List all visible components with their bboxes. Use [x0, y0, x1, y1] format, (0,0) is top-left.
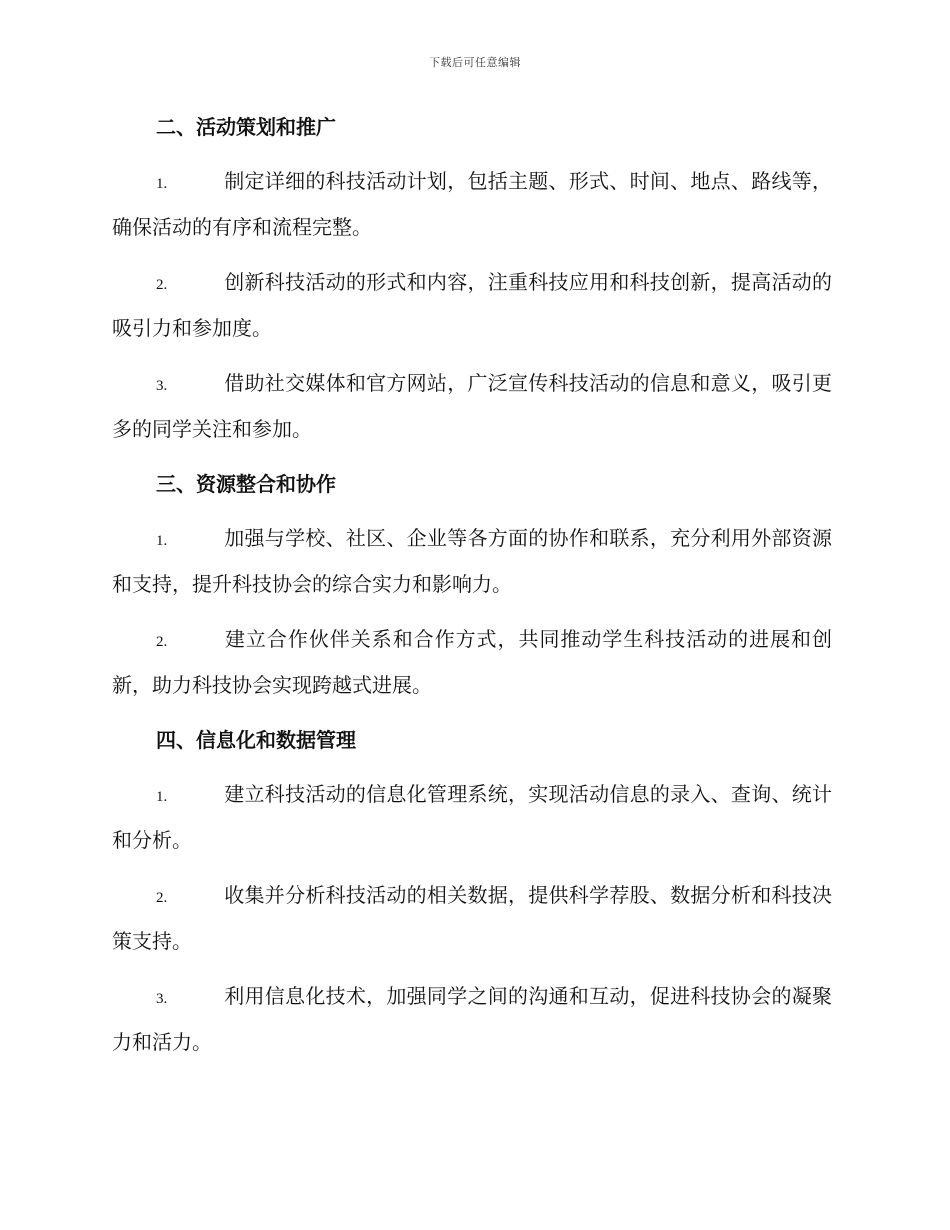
item-number: 1. [156, 789, 168, 805]
section-resource-integration [112, 463, 832, 707]
item-number: 2. [156, 277, 168, 293]
item-text: 加强与学校、社区、企业等各方面的协作和联系，充分利用外部资源和支持，提升科技协会的综合实力和影响力。 [112, 526, 832, 596]
document-body [112, 106, 832, 1076]
item-number: 2. [156, 890, 168, 906]
item-text: 制定详细的科技活动计划，包括主题、形式、时间、地点、路线等，确保活动的有序和流程完整。 [112, 169, 832, 239]
item-text: 收集并分析科技活动的相关数据，提供科学荐股、数据分析和科技决策支持。 [112, 883, 832, 953]
list-item [112, 261, 832, 350]
item-text: 建立合作伙伴关系和合作方式，共同推动学生科技活动的进展和创新，助力科技协会实现跨越式进展。 [112, 627, 832, 697]
list-item [112, 160, 832, 249]
item-text: 建立科技活动的信息化管理系统，实现活动信息的录入、查询、统计和分析。 [112, 782, 832, 852]
list-item [112, 874, 832, 963]
list-item [112, 773, 832, 862]
item-number: 1. [156, 533, 168, 549]
item-number: 3. [156, 378, 168, 394]
section-activity-planning [112, 106, 832, 451]
item-text: 借助社交媒体和官方网站，广泛宣传科技活动的信息和意义，吸引更多的同学关注和参加。 [112, 371, 832, 441]
list-item [112, 362, 832, 451]
item-text: 利用信息化技术，加强同学之间的沟通和互动，促进科技协会的凝聚力和活力。 [112, 984, 832, 1054]
item-text: 创新科技活动的形式和内容，注重科技应用和科技创新，提高活动的吸引力和参加度。 [112, 270, 832, 340]
item-number: 2. [156, 634, 168, 650]
list-item [112, 618, 832, 707]
item-number: 3. [156, 991, 168, 1007]
section-information-data [112, 719, 832, 1064]
section-title: 三、资源整合和协作 [156, 472, 336, 496]
list-item [112, 517, 832, 606]
item-number: 1. [156, 176, 168, 192]
section-title: 二、活动策划和推广 [156, 115, 336, 139]
section-title: 四、信息化和数据管理 [156, 728, 356, 752]
header-note: 下载后可任意编辑 [429, 56, 521, 69]
list-item [112, 975, 832, 1064]
